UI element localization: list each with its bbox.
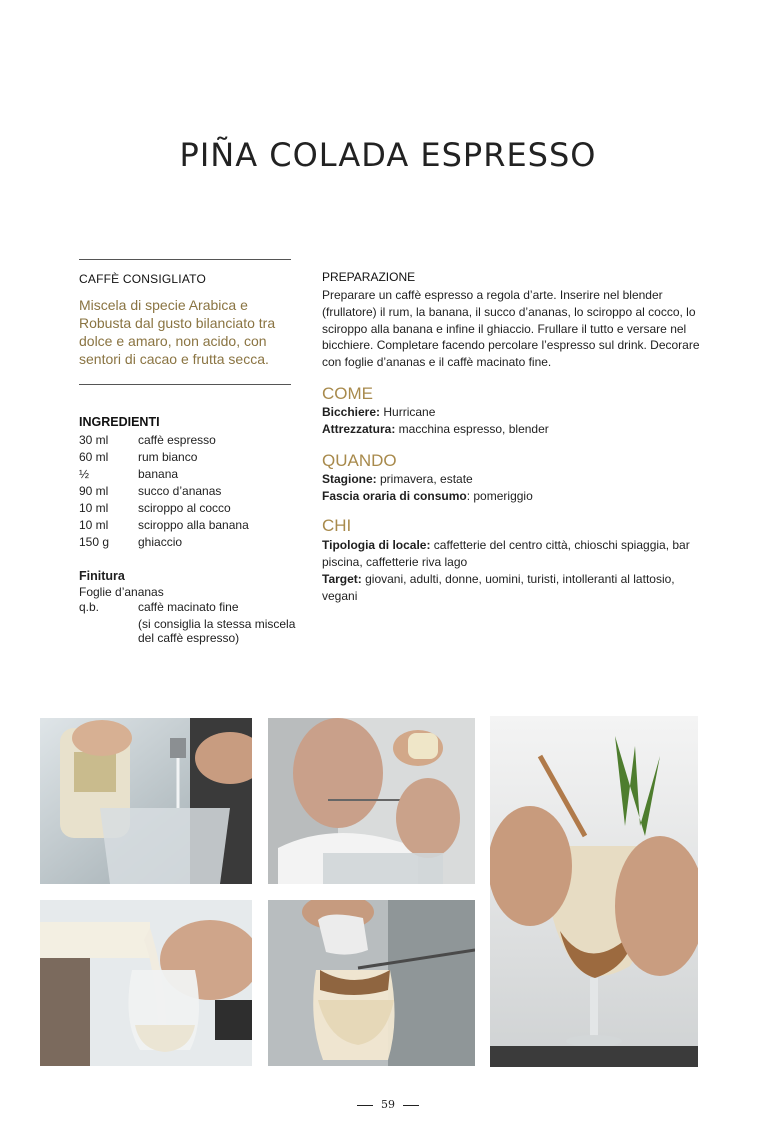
photo-pouring-coconut-syrup — [40, 718, 252, 884]
quando-heading: QUANDO — [322, 451, 397, 470]
ingredient-qty: 10 ml — [79, 518, 109, 532]
ingredient-row — [79, 483, 249, 500]
page-number-text: 59 — [381, 1098, 395, 1111]
coffee-top-rule — [79, 259, 291, 260]
ingredient-name: sciroppo alla banana — [138, 518, 249, 532]
stagione-label: Stagione: — [322, 472, 377, 486]
finitura-block — [79, 585, 239, 615]
ingredient-row — [79, 432, 249, 449]
ingredient-qty: 30 ml — [79, 433, 109, 447]
preparazione-heading: PREPARAZIONE — [322, 270, 416, 284]
page-number-dash — [357, 1105, 373, 1106]
bicchiere-label: Bicchiere: — [322, 405, 381, 419]
come-heading: COME — [322, 384, 373, 403]
ingredient-qty: 10 ml — [79, 501, 109, 515]
finitura-note: (si consiglia la stessa miscela del caffè espresso) — [138, 617, 296, 645]
page-number-dash — [403, 1105, 419, 1106]
ingredient-name: succo d’ananas — [138, 484, 222, 498]
finitura-qty: q.b. — [79, 600, 100, 614]
coffee-description: Miscela di specie Arabica e Robusta dal gusto bilanciato tra dolce e amaro, non acido, con sentori di cacao e frutta secca. — [79, 297, 276, 367]
finitura-heading: Finitura — [79, 569, 125, 583]
photo-pouring-blend — [40, 900, 252, 1066]
ingredient-row — [79, 534, 249, 551]
target-value: giovani, adulti, donne, uomini, turisti, intolleranti al lattosio, vegani — [322, 572, 675, 603]
fascia-value: : pomeriggio — [466, 489, 533, 503]
page-number — [0, 1098, 776, 1111]
attrezzatura-value: macchina espresso, blender — [395, 422, 549, 436]
ingredient-name: banana — [138, 467, 179, 481]
finitura-line: Foglie d’ananas — [79, 585, 164, 599]
ingredient-name: caffè espresso — [138, 433, 216, 447]
recipe-title: PIÑA COLADA ESPRESSO — [179, 136, 597, 174]
tipologia-label: Tipologia di locale: — [322, 538, 431, 552]
ingredients-heading: INGREDIENTI — [79, 415, 160, 429]
quando-body — [322, 471, 702, 505]
ingredient-row — [79, 449, 249, 466]
ingredient-qty: 150 g — [79, 535, 110, 549]
come-body — [322, 404, 702, 438]
finitura-item: caffè macinato fine — [138, 600, 239, 614]
ingredient-qty: 90 ml — [79, 484, 109, 498]
chi-body — [322, 537, 702, 605]
photo-final-drink — [490, 716, 698, 1067]
ingredient-name: sciroppo al cocco — [138, 501, 231, 515]
ingredients-list — [79, 432, 249, 551]
preparazione-text: Preparare un caffè espresso a regola d’arte. Inserire nel blender (frullatore) il rum, la banana, il succo d’ananas, lo sciroppo al cocco, lo sciroppo alla banana e infine il ghiaccio. Frullare il tutto e versare nel bicchiere. Completare facendo percolare l’espresso sul drink. Decorare con foglie d’ananas e il caffè macinato fine. — [322, 288, 700, 370]
stagione-value: primavera, estate — [376, 472, 473, 486]
attrezzatura-label: Attrezzatura: — [322, 422, 396, 436]
target-label: Target: — [322, 572, 362, 586]
ingredient-qty: 60 ml — [79, 450, 109, 464]
coffee-heading: CAFFÈ CONSIGLIATO — [79, 272, 206, 286]
ingredient-row — [79, 500, 249, 517]
bicchiere-value: Hurricane — [380, 405, 436, 419]
chi-heading: CHI — [322, 516, 352, 535]
ingredient-row — [79, 466, 249, 483]
tipologia-value: caffetterie del centro città, chioschi spiaggia, bar piscina, caffetterie riva lago — [322, 538, 690, 569]
coffee-bottom-rule — [79, 384, 291, 385]
fascia-label: Fascia oraria di consumo — [322, 489, 467, 503]
ingredient-qty: ½ — [79, 467, 90, 481]
finitura-row — [79, 600, 239, 615]
ingredient-name: ghiaccio — [138, 535, 183, 549]
ingredient-row — [79, 517, 249, 534]
photo-bartender-banana — [268, 718, 475, 884]
photo-adding-espresso — [268, 900, 475, 1066]
ingredient-name: rum bianco — [138, 450, 198, 464]
